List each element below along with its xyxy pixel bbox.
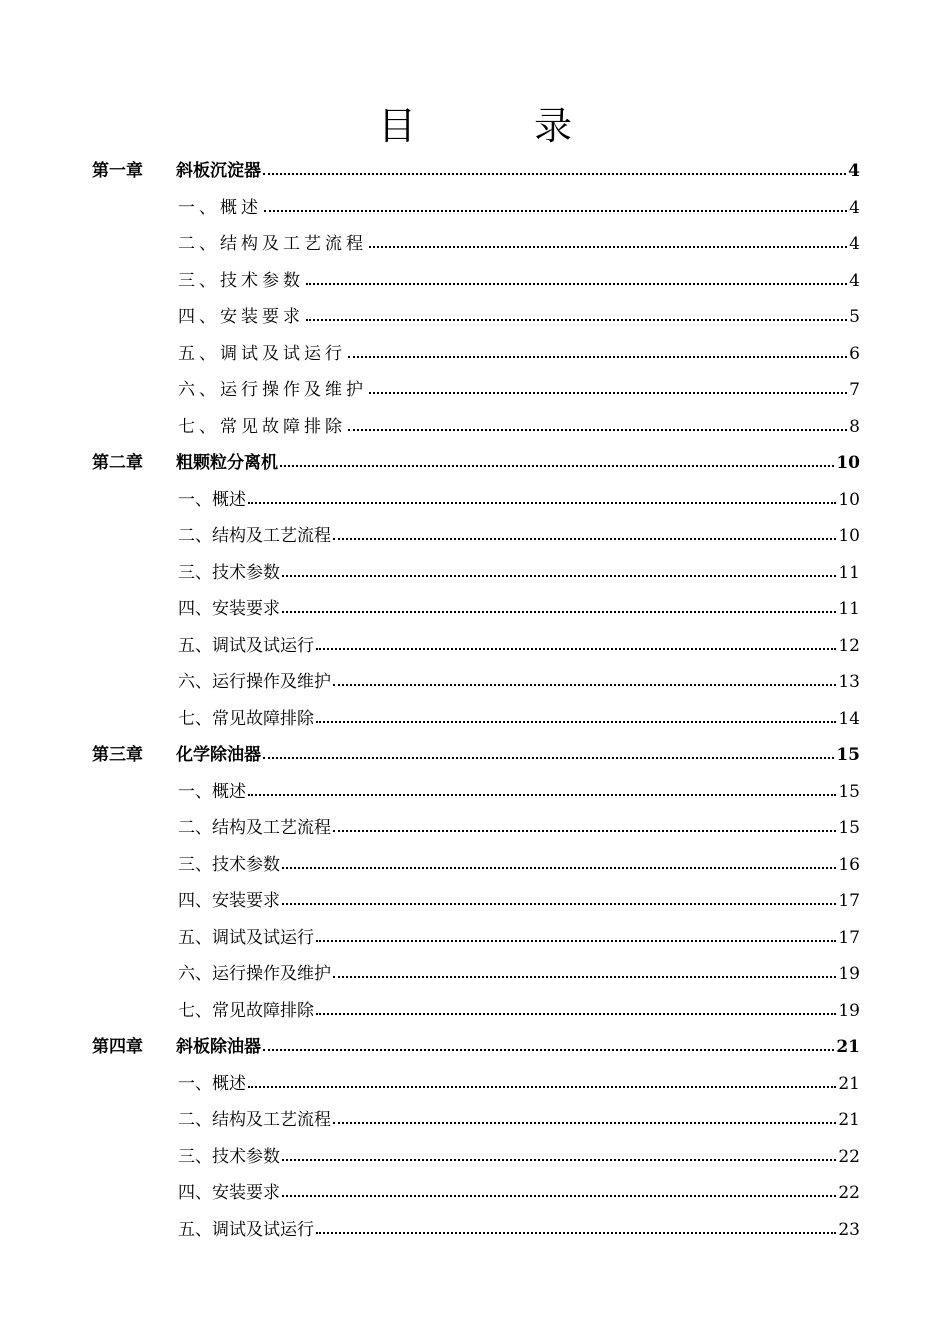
- page-number: 22: [838, 1146, 860, 1167]
- page-number: 11: [838, 599, 860, 619]
- toc-section-entry[interactable]: [178, 1167, 860, 1203]
- page-number: 16: [838, 854, 860, 875]
- section-title: 五、调试及试运行: [178, 927, 314, 948]
- chapter-number: 第四章: [92, 1037, 143, 1057]
- dot-leader: [248, 1086, 836, 1088]
- dot-leader: [369, 392, 847, 394]
- toc-section-entry[interactable]: [178, 1094, 860, 1130]
- toc-section-entry[interactable]: [178, 875, 860, 911]
- toc-section-entry[interactable]: [178, 985, 860, 1021]
- page-number: 8: [849, 416, 860, 437]
- page-number: 6: [849, 343, 860, 364]
- toc-section-entry[interactable]: [178, 693, 860, 729]
- toc-section-entry[interactable]: [178, 291, 860, 327]
- section-title: 五、调试及试运行: [178, 343, 346, 364]
- page-number: 17: [838, 927, 860, 948]
- toc-section-entry[interactable]: [178, 474, 860, 510]
- toc-section-entry[interactable]: [178, 656, 860, 692]
- section-title: 二、结构及工艺流程: [178, 818, 331, 838]
- section-title: 一、概述: [178, 489, 246, 510]
- dot-leader: [333, 1122, 836, 1124]
- section-title: 三、技术参数: [178, 1146, 280, 1167]
- chapter-title: 斜板沉淀器: [176, 161, 261, 181]
- page-number: 21: [838, 1073, 860, 1094]
- page-number: 21: [838, 1110, 860, 1130]
- toc-section-entry[interactable]: [178, 583, 860, 619]
- dot-leader: [369, 246, 847, 248]
- toc-section-entry[interactable]: [178, 182, 860, 218]
- toc-section-entry[interactable]: [178, 839, 860, 875]
- page-number: 17: [838, 891, 860, 911]
- section-title: 一、概述: [178, 197, 262, 218]
- chapter-title: 粗颗粒分离机: [176, 453, 278, 473]
- dot-leader: [282, 1195, 836, 1197]
- section-title: 六、运行操作及维护: [178, 964, 331, 984]
- dot-leader: [306, 283, 847, 285]
- dot-leader: [282, 867, 836, 869]
- toc-section-entry[interactable]: [178, 1204, 860, 1240]
- section-title: 二、结构及工艺流程: [178, 1110, 331, 1130]
- chapter-title: 斜板除油器: [176, 1037, 261, 1057]
- dot-leader: [316, 648, 836, 650]
- toc-section-entry[interactable]: [178, 1058, 860, 1094]
- section-title: 六、运行操作及维护: [178, 380, 367, 400]
- toc-section-entry[interactable]: [178, 912, 860, 948]
- dot-leader: [348, 356, 847, 358]
- chapter-number: 第二章: [92, 453, 143, 473]
- toc-chapter-entry[interactable]: [92, 145, 860, 181]
- dot-leader: [264, 210, 847, 212]
- toc-section-entry[interactable]: [178, 255, 860, 291]
- section-title: 一、概述: [178, 1073, 246, 1094]
- chapter-number: 第一章: [92, 161, 143, 181]
- page-number: 5: [849, 307, 860, 327]
- toc-chapter-entry[interactable]: [92, 437, 860, 473]
- page-number: 4: [849, 234, 860, 254]
- section-title: 二、结构及工艺流程: [178, 234, 367, 254]
- dot-leader: [282, 903, 836, 905]
- toc-section-entry[interactable]: [178, 328, 860, 364]
- page-number: 4: [849, 197, 860, 218]
- page-number: 19: [838, 1000, 860, 1021]
- dot-leader: [263, 757, 834, 759]
- section-title: 三、技术参数: [178, 562, 280, 583]
- toc-section-entry[interactable]: [178, 802, 860, 838]
- page-number: 15: [838, 818, 860, 838]
- dot-leader: [263, 173, 846, 175]
- page-number: 19: [838, 964, 860, 984]
- section-title: 七、常见故障排除: [178, 708, 314, 729]
- page-number: 15: [838, 781, 860, 802]
- dot-leader: [306, 319, 847, 321]
- section-title: 三、技术参数: [178, 854, 280, 875]
- page-number: 7: [849, 380, 860, 400]
- dot-leader: [316, 1232, 836, 1234]
- dot-leader: [316, 940, 836, 942]
- page-number: 14: [838, 708, 860, 729]
- dot-leader: [248, 502, 836, 504]
- toc-section-entry[interactable]: [178, 401, 860, 437]
- section-title: 三、技术参数: [178, 270, 304, 291]
- dot-leader: [333, 976, 836, 978]
- dot-leader: [316, 1013, 836, 1015]
- toc-section-entry[interactable]: [178, 218, 860, 254]
- dot-leader: [316, 721, 836, 723]
- page-number: 12: [838, 635, 860, 656]
- section-title: 五、调试及试运行: [178, 635, 314, 656]
- toc-section-entry[interactable]: [178, 1131, 860, 1167]
- page-number: 10: [836, 453, 860, 473]
- dot-leader: [348, 429, 847, 431]
- dot-leader: [333, 684, 836, 686]
- section-title: 七、常见故障排除: [178, 1000, 314, 1021]
- section-title: 五、调试及试运行: [178, 1219, 314, 1240]
- toc-section-entry[interactable]: [178, 948, 860, 984]
- chapter-title: 化学除油器: [176, 745, 261, 765]
- dot-leader: [263, 1049, 834, 1051]
- toc-chapter-entry[interactable]: [92, 729, 860, 765]
- chapter-number: 第三章: [92, 745, 143, 765]
- page-number: 22: [838, 1183, 860, 1203]
- toc-section-entry[interactable]: [178, 547, 860, 583]
- section-title: 四、安装要求: [178, 1183, 280, 1203]
- page-number: 4: [848, 161, 860, 181]
- section-title: 四、安装要求: [178, 307, 304, 327]
- page-number: 10: [838, 526, 860, 546]
- dot-leader: [282, 611, 836, 613]
- page-number: 11: [838, 562, 860, 583]
- dot-leader: [282, 1159, 836, 1161]
- toc-section-entry[interactable]: [178, 510, 860, 546]
- page-number: 13: [838, 672, 860, 692]
- page-number: 4: [849, 270, 860, 291]
- dot-leader: [333, 830, 836, 832]
- dot-leader: [280, 465, 834, 467]
- toc-section-entry[interactable]: [178, 620, 860, 656]
- dot-leader: [333, 538, 836, 540]
- section-title: 四、安装要求: [178, 891, 280, 911]
- toc-section-entry[interactable]: [178, 766, 860, 802]
- dot-leader: [282, 575, 836, 577]
- page-number: 23: [838, 1219, 860, 1240]
- section-title: 六、运行操作及维护: [178, 672, 331, 692]
- section-title: 一、概述: [178, 781, 246, 802]
- toc-section-entry[interactable]: [178, 364, 860, 400]
- page-number: 10: [838, 489, 860, 510]
- section-title: 二、结构及工艺流程: [178, 526, 331, 546]
- page-number: 21: [836, 1037, 860, 1057]
- section-title: 四、安装要求: [178, 599, 280, 619]
- dot-leader: [248, 794, 836, 796]
- toc-chapter-entry[interactable]: [92, 1021, 860, 1057]
- page-number: 15: [836, 745, 860, 765]
- section-title: 七、常见故障排除: [178, 416, 346, 437]
- page-title: 目 录: [377, 104, 612, 148]
